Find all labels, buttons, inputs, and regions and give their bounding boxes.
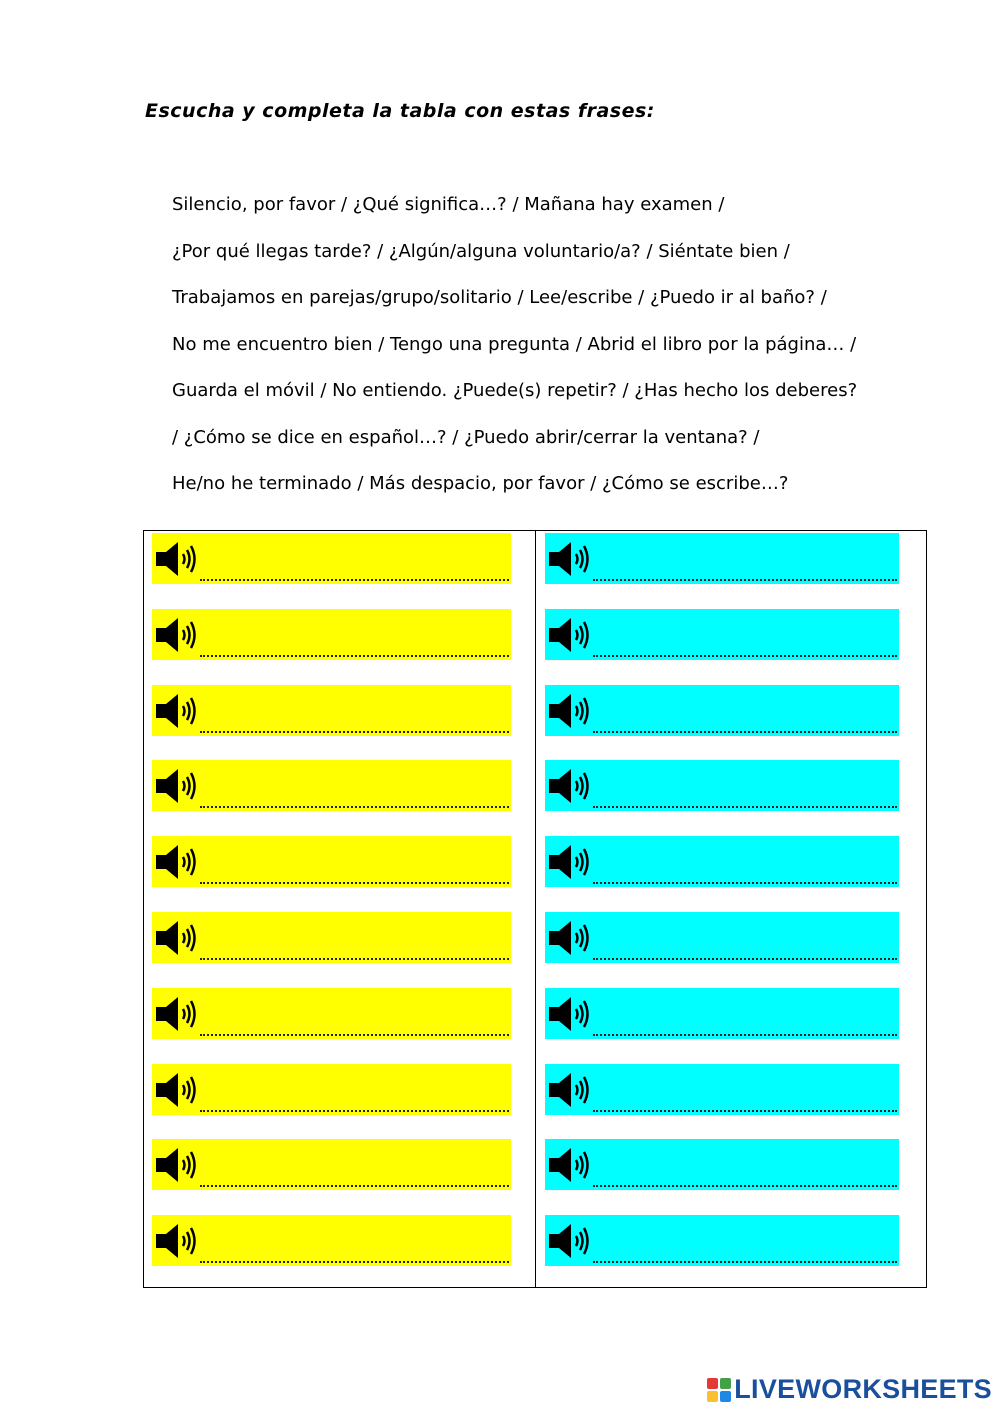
answer-input[interactable] [200, 643, 509, 657]
answer-input[interactable] [593, 1022, 897, 1036]
logo-mark-icon [707, 1378, 731, 1402]
answer-input[interactable] [593, 946, 897, 960]
right-answer-row [545, 609, 899, 660]
left-answer-row [152, 533, 511, 584]
answer-input[interactable] [200, 1173, 509, 1187]
right-answer-row [545, 533, 899, 584]
phrase-line: / ¿Cómo se dice en español…? / ¿Puedo abrir/cerrar la ventana? / [172, 426, 760, 448]
answer-input[interactable] [200, 1098, 509, 1112]
speaker-icon[interactable] [154, 1221, 200, 1261]
answer-input[interactable] [593, 1249, 897, 1263]
logo-text: LIVEWORKSHEETS [734, 1374, 992, 1404]
speaker-icon[interactable] [547, 615, 593, 655]
left-answer-row [152, 836, 511, 887]
answer-input[interactable] [593, 567, 897, 581]
left-answer-row [152, 609, 511, 660]
speaker-icon[interactable] [154, 615, 200, 655]
speaker-icon[interactable] [154, 691, 200, 731]
speaker-icon[interactable] [154, 1070, 200, 1110]
left-answer-row [152, 760, 511, 811]
answer-input[interactable] [593, 643, 897, 657]
answer-input[interactable] [593, 794, 897, 808]
left-answer-row [152, 685, 511, 736]
column-divider [535, 531, 536, 1287]
speaker-icon[interactable] [547, 918, 593, 958]
answer-input[interactable] [200, 794, 509, 808]
right-answer-row [545, 685, 899, 736]
speaker-icon[interactable] [547, 691, 593, 731]
right-answer-row [545, 1064, 899, 1115]
right-answer-row [545, 760, 899, 811]
speaker-icon[interactable] [154, 994, 200, 1034]
answer-input[interactable] [200, 719, 509, 733]
phrase-line: Trabajamos en parejas/grupo/solitario / Lee/escribe / ¿Puedo ir al baño? / [172, 287, 827, 308]
right-answer-row [545, 988, 899, 1039]
answer-input[interactable] [593, 1098, 897, 1112]
right-answer-row [545, 1215, 899, 1266]
speaker-icon[interactable] [547, 766, 593, 806]
phrase-line: No me encuentro bien / Tengo una pregunta / Abrid el libro por la página… / [172, 333, 857, 355]
speaker-icon[interactable] [154, 918, 200, 958]
speaker-icon[interactable] [547, 1145, 593, 1185]
speaker-icon[interactable] [154, 539, 200, 579]
phrase-line: ¿Por qué llegas tarde? / ¿Algún/alguna voluntario/a? / Siéntate bien / [172, 240, 790, 262]
right-answer-row [545, 836, 899, 887]
speaker-icon[interactable] [154, 842, 200, 882]
phrase-line: Guarda el móvil / No entiendo. ¿Puede(s) repetir? / ¿Has hecho los deberes? [172, 380, 858, 401]
speaker-icon[interactable] [547, 1070, 593, 1110]
left-answer-row [152, 1215, 511, 1266]
left-answer-row [152, 912, 511, 963]
answer-input[interactable] [200, 1022, 509, 1036]
speaker-icon[interactable] [547, 994, 593, 1034]
liveworksheets-logo [707, 1374, 992, 1405]
left-answer-row [152, 988, 511, 1039]
left-answer-row [152, 1139, 511, 1190]
speaker-icon[interactable] [154, 766, 200, 806]
speaker-icon[interactable] [547, 539, 593, 579]
phrase-line: Silencio, por favor / ¿Qué significa…? / Mañana hay examen / [172, 194, 725, 215]
answer-input[interactable] [200, 946, 509, 960]
answer-table [143, 530, 927, 1288]
answer-input[interactable] [593, 1173, 897, 1187]
speaker-icon[interactable] [154, 1145, 200, 1185]
left-answer-row [152, 1064, 511, 1115]
speaker-icon[interactable] [547, 1221, 593, 1261]
answer-input[interactable] [200, 567, 509, 581]
answer-input[interactable] [200, 870, 509, 884]
answer-input[interactable] [593, 870, 897, 884]
answer-input[interactable] [200, 1249, 509, 1263]
right-answer-row [545, 1139, 899, 1190]
speaker-icon[interactable] [547, 842, 593, 882]
answer-input[interactable] [593, 719, 897, 733]
phrase-line: He/no he terminado / Más despacio, por favor / ¿Cómo se escribe…? [172, 473, 789, 494]
right-answer-row [545, 912, 899, 963]
phrase-bank [172, 190, 952, 516]
instruction-title: Escucha y completa la tabla con estas frases: [145, 100, 655, 122]
